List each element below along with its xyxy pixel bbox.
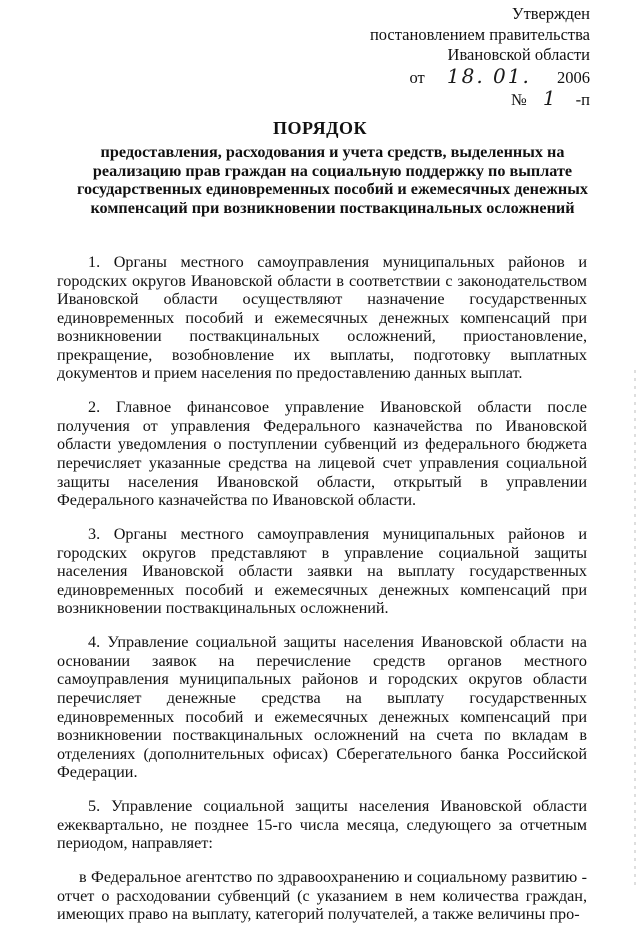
document-subtitle	[60, 143, 605, 217]
paragraph-4: 4. Управление социальной защиты населения Ивановской области на основании заявок на перечисление средств органов местного самоуправления муниципальных районов и городских округов области перечисляет денежные средства на выплату государственных единовременных пособий и ежемесячных денежных компенсаций при возникновении поствакцинальных осложнений на счета по вкладам в отделениях (дополнительных офисах) Сберегательного банка Российской Федерации.	[57, 633, 587, 782]
paragraph-3: 3. Органы местного самоуправления муниципальных районов и городских округов представляют в управление социальной защиты населения Ивановской области заявки на выплату государственных единовременных пособий и ежемесячных денежных компенсаций при возникновении поствакцинальных осложнений.	[57, 525, 587, 618]
approval-line-2: постановлением правительства	[369, 24, 590, 44]
paragraph-5-item: в Федеральное агентство по здравоохранению и социальному развитию - отчет о расходовании субвенций (с указанием в нем количества граждан, имеющих право на выплату, категорий получателей, а также величины про-	[57, 868, 587, 924]
date-year: 2006	[557, 67, 590, 87]
number-handwritten: 1	[542, 86, 558, 110]
approval-date-line	[370, 63, 590, 89]
approval-stamp-block	[370, 4, 590, 111]
approval-line-1: Утвержден	[511, 4, 590, 23]
number-suffix: -п	[575, 90, 590, 109]
scan-edge-artifact	[634, 370, 636, 890]
subtitle-line: реализацию прав граждан на социальную поддержку по выплате	[92, 161, 573, 180]
subtitle-line: предоставления, расходования и учета средств, выделенных на	[100, 143, 565, 161]
subtitle-line: компенсаций при возникновении поствакцинальных осложнений	[90, 198, 575, 217]
approval-line-3: Ивановской области	[447, 45, 590, 64]
date-day-handwritten: 18. 01.	[446, 63, 531, 88]
document-title: ПОРЯДОК	[272, 118, 368, 138]
approval-number-line	[370, 88, 590, 111]
paragraph-1: 1. Органы местного самоуправления муниципальных районов и городских округов Ивановской области в соответствии с законодательством Ивановской области осуществляют назначение государственных единовременных пособий и ежемесячных денежных компенсаций при возникновении поствакцинальных осложнений, приостановление, прекращение, возобновление их выплаты, подготовку выплатных документов и прием населения по предоставлению данных выплат.	[57, 253, 587, 383]
number-prefix: №	[510, 90, 527, 109]
date-prefix: от	[409, 67, 425, 87]
subtitle-line: государственных единовременных пособий и ежемесячных денежных	[77, 180, 588, 198]
paragraph-2: 2. Главное финансовое управление Ивановской области после получения от управления Федерального казначейства по Ивановской области уведомления о поступлении субвенций из федерального бюджета перечисляет указанные средства на лицевой счет управления социальной защиты населения Ивановской области, открытый в управлении Федерального казначейства по Ивановской области.	[57, 398, 587, 510]
document-body	[57, 253, 587, 940]
paragraph-5: 5. Управление социальной защиты населения Ивановской области ежеквартально, не позднее 15-го числа месяца, следующего за отчетным периодом, направляет:	[57, 797, 587, 853]
